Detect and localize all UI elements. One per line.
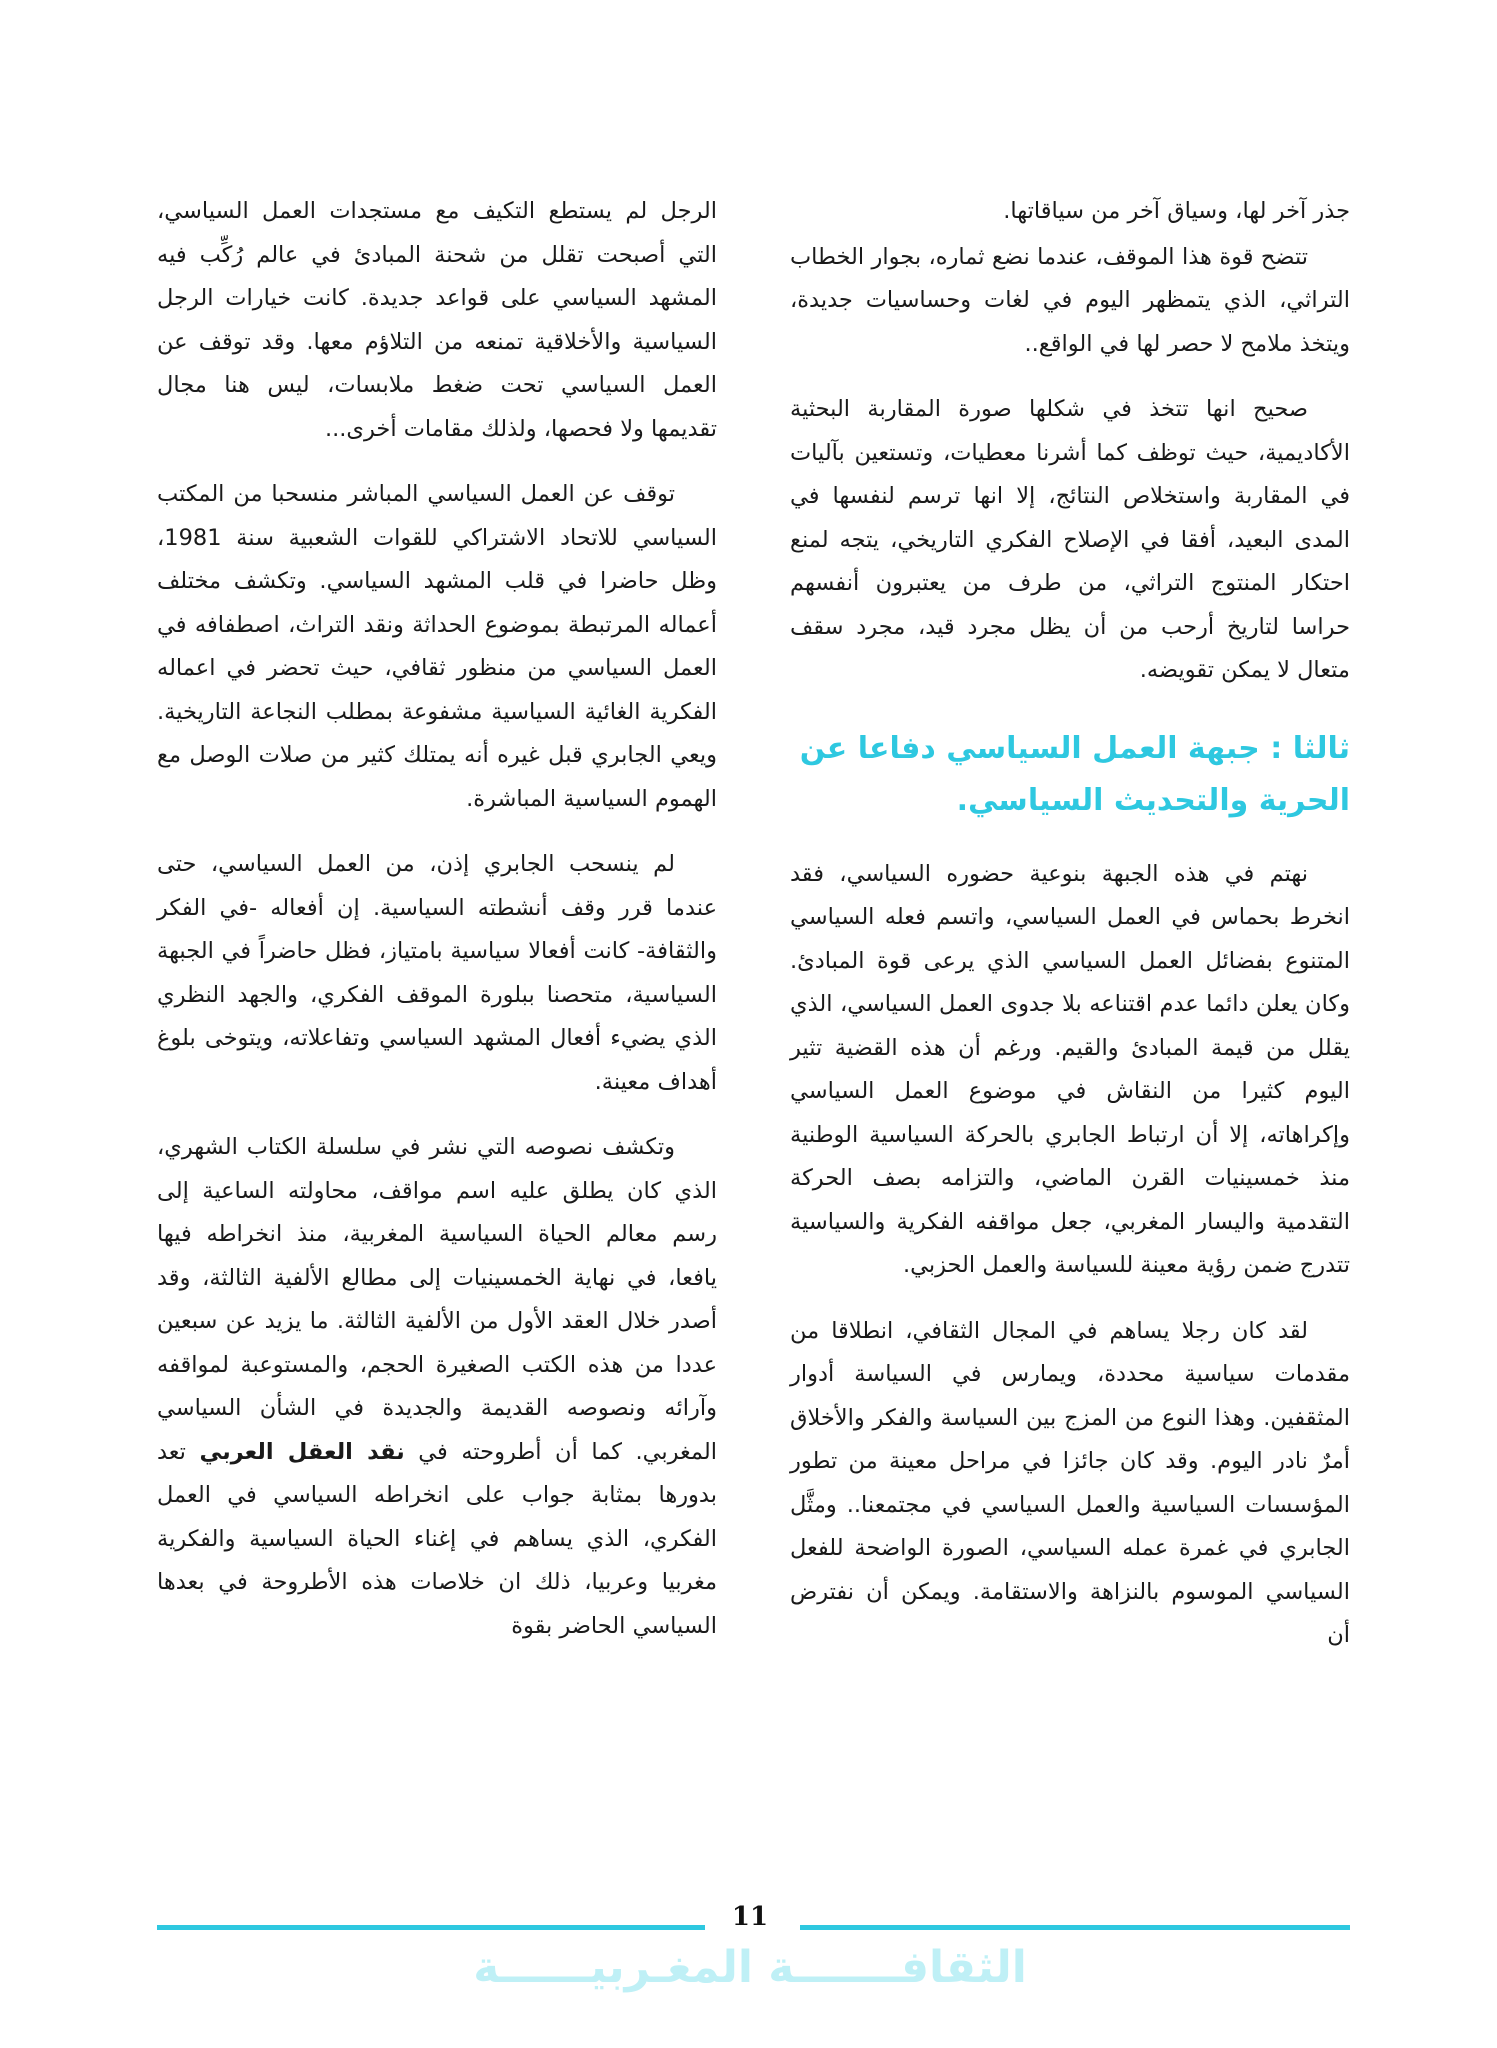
left-paragraph-4 xyxy=(157,1126,717,1648)
left-paragraph-1: الرجل لم يستطع التكيف مع مستجدات العمل السياسي، التي أصبحت تقلل من شحنة المبادئ في عالم رُكِّب فيه المشهد السياسي على قواعد جديدة. كانت خيارات الرجل السياسية والأخلاقية تمنعه من التلاؤم معها. وقد توقف عن العمل السياسي تحت ضغط ملابسات، ليس هنا مجال تقديمها ولا فحصها، ولذلك مقامات أخرى... xyxy=(157,198,717,442)
left-column xyxy=(157,190,717,1648)
page-number: 11 xyxy=(731,1902,769,1932)
right-paragraph-4: نهتم في هذه الجبهة بنوعية حضوره السياسي، فقد انخرط بحماس في العمل السياسي، واتسم فعله السياسي المتنوع بفضائل العمل السياسي الذي يرعى قوة المبادئ. وكان يعلن دائما عدم اقتناعه بلا جدوى العمل السياسي، الذي يقلل من قيمة المبادئ والقيم. ورغم أن هذه القضية تثير اليوم كثيرا من النقاش في موضوع العمل السياسي وإكراهاته، إلا أن ارتباط الجابري بالحركة السياسية الوطنية منذ خمسينيات القرن الماضي، والتزامه بصف الحركة التقدمية واليسار المغربي، جعل مواقفه الفكرية والسياسية تتدرج ضمن رؤية معينة للسياسة والعمل الحزبي. xyxy=(790,860,1350,1278)
left-paragraph-3: لم ينسحب الجابري إذن، من العمل السياسي، حتى عندما قرر وقف أنشطته السياسية. إن أفعاله -في الفكر والثقافة- كانت أفعالا سياسية بامتياز، فظل حاضراً في الجبهة السياسية، متحصنا ببلورة الموقف الفكري، والجهد النظري الذي يضيء أفعال المشهد السياسي وتفاعلاته، ويتوخى بلوغ أهداف معينة. xyxy=(157,851,717,1095)
book-title-emphasis: نقد العقل العربي xyxy=(199,1438,405,1465)
footer-rule-right xyxy=(800,1925,1350,1930)
right-paragraph-2: تتضح قوة هذا الموقف، عندما نضع ثماره، بجوار الخطاب التراثي، الذي يتمظهر اليوم في لغات وحساسيات جديدة، ويتخذ ملامح لا حصر لها في الواقع.. xyxy=(790,243,1350,357)
magazine-title: الثقافـــــــة المغـربيــــــة xyxy=(473,1942,1027,1993)
left-paragraph-4-text-a: وتكشف نصوصه التي نشر في سلسلة الكتاب الشهري، الذي كان يطلق عليه اسم مواقف، محاولته الساعية إلى رسم معالم الحياة السياسية المغربية، منذ انخراطه فيها يافعا، في نهاية الخمسينيات إلى مطالع الألفية الثالثة، وقد أصدر خلال العقد الأول من الألفية الثالثة. ما يزيد عن سبعين عددا من هذه الكتب الصغيرة الحجم، والمستوعبة لمواقفه وآرائه ونصوصه القديمة والجديدة في الشأن السياسي المغربي. كما أن أطروحته في xyxy=(157,1134,718,1465)
right-paragraph-1: جذر آخر لها، وسياق آخر من سياقاتها. xyxy=(1003,198,1350,224)
right-paragraph-5: لقد كان رجلا يساهم في المجال الثقافي، انطلاقا من مقدمات سياسية محددة، ويمارس في السياسة أدوار المثقفين. وهذا النوع من المزج بين السياسة والفكر والأخلاق أمرٌ نادر اليوم. وقد كان جائزا في مراحل معينة من تطور المؤسسات السياسية والعمل السياسي في مجتمعنا.. ومثَّل الجابري في غمرة عمله السياسي، الصورة الواضحة للفعل السياسي الموسوم بالنزاهة والاستقامة. ويمكن أن نفترض أن xyxy=(790,1317,1350,1648)
right-column xyxy=(790,190,1350,1658)
right-paragraph-3: صحيح انها تتخذ في شكلها صورة المقاربة البحثية الأكاديمية، حيث توظف كما أشرنا معطيات، وتستعين بآليات في المقاربة واستخلاص النتائج، إلا انها ترسم لنفسها في المدى البعيد، أفقا في الإصلاح الفكري التاريخي، يتجه لمنع احتكار المنتوج التراثي، من طرف من يعتبرون أنفسهم حراسا لتاريخ أرحب من أن يظل مجرد قيد، مجرد سقف متعال لا يمكن تقويضه. xyxy=(790,396,1350,683)
left-paragraph-2: توقف عن العمل السياسي المباشر منسحبا من المكتب السياسي للاتحاد الاشتراكي للقوات الشعبية سنة 1981، وظل حاضرا في قلب المشهد السياسي. وتكشف مختلف أعماله المرتبطة بموضوع الحداثة ونقد التراث، اصطفافه في العمل السياسي من منظور ثقافي، حيث تحضر في اعماله الفكرية الغائية السياسية مشفوعة بمطلب النجاعة التاريخية. ويعي الجابري قبل غيره أنه يمتلك كثير من صلات الوصل مع الهموم السياسية المباشرة. xyxy=(157,481,717,812)
section-heading: ثالثا : جبهة العمل السياسي دفاعا عن الحرية والتحديث السياسي. xyxy=(799,730,1350,818)
left-paragraph-4-text-b: تعد بدورها بمثابة جواب على انخراطه السياسي في العمل الفكري، الذي يساهم في إغناء الحياة السياسية والفكرية مغربيا وعربيا، ذلك ان خلاصات هذه الأطروحة في بعدها السياسي الحاضر بقوة xyxy=(157,1438,717,1639)
footer-rule-left xyxy=(157,1925,705,1930)
